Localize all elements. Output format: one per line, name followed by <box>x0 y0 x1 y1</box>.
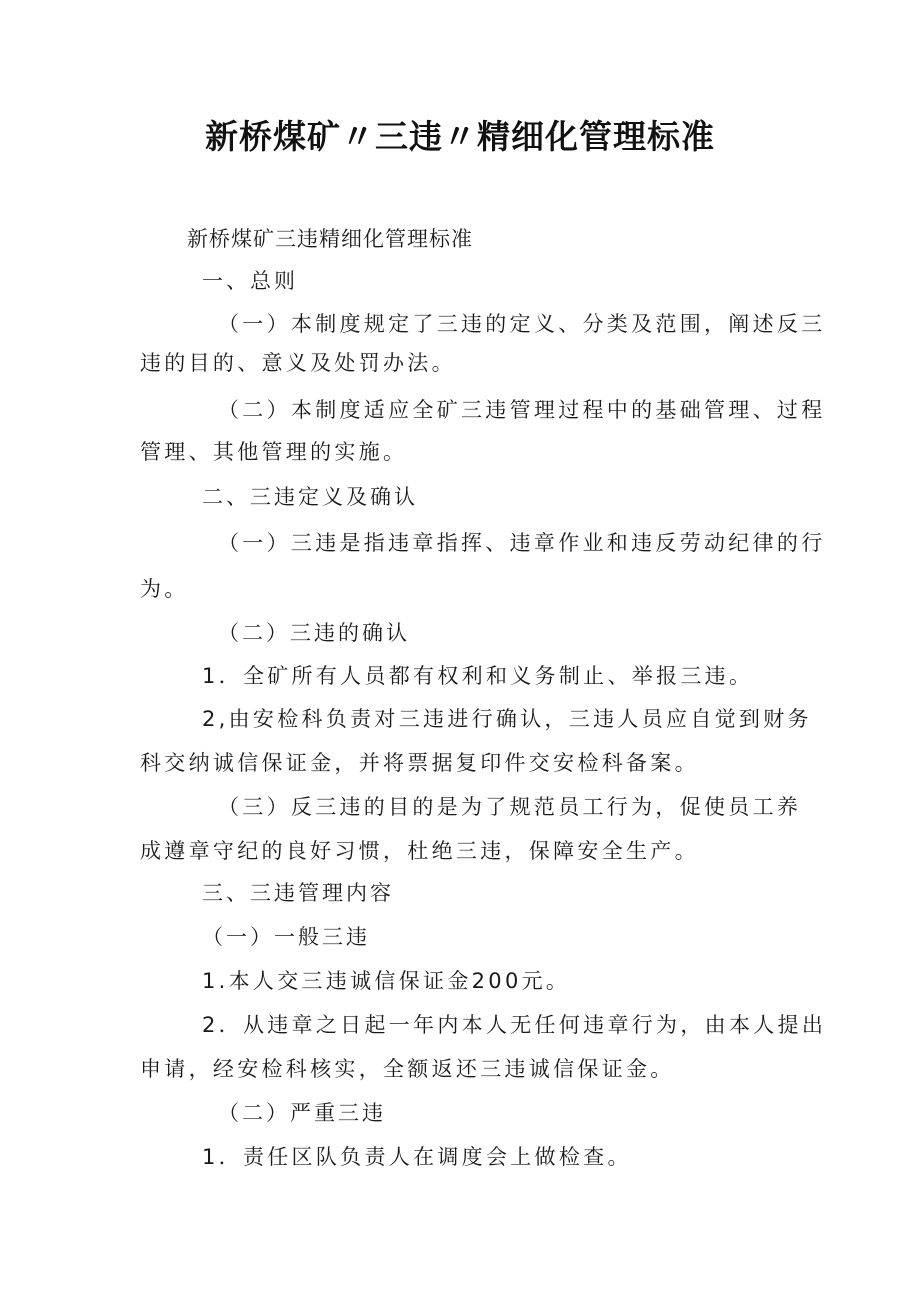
paragraph-line: 1．责任区队负责人在调度会上做检查。 <box>202 1145 632 1169</box>
paragraph-line: 成遵章守纪的良好习惯，杜绝三违，保障安全生产。 <box>140 839 699 863</box>
paragraph-line: 管理、其他管理的实施。 <box>140 440 408 464</box>
paragraph-line: 2,由安检科负责对三违进行确认，三违人员应自觉到财务 <box>202 707 812 731</box>
paragraph-line: 科交纳诚信保证金，并将票据复印件交安检科备案。 <box>140 751 699 775</box>
subsection-heading: （二）严重三违 <box>218 1101 386 1125</box>
paragraph-line: 为。 <box>140 577 189 601</box>
section-heading: 一、总则 <box>202 269 298 293</box>
document-subtitle: 新桥煤矿三违精细化管理标准 <box>187 227 473 251</box>
paragraph-line: 1．全矿所有人员都有权利和义务制止、举报三违。 <box>202 664 754 688</box>
document-title: 新桥煤矿〃三违〃精细化管理标准 <box>205 117 715 156</box>
subsection-heading: （二）三违的确认 <box>218 621 410 645</box>
paragraph-line: （三）反三违的目的是为了规范员工行为，促使员工养 <box>218 795 802 819</box>
paragraph-line: （一）本制度规定了三违的定义、分类及范围，阐述反三 <box>218 312 826 336</box>
paragraph-line: 申请，经安检科核实，全额返还三违诚信保证金。 <box>140 1057 675 1081</box>
subsection-heading: （一）一般三违 <box>202 925 370 949</box>
paragraph-line: 2．从违章之日起一年内本人无任何违章行为，由本人提出 <box>202 1013 827 1037</box>
paragraph-line: 违的目的、意义及处罚办法。 <box>140 351 456 375</box>
paragraph-line: 1.本人交三违诚信保证金200元。 <box>202 969 571 993</box>
section-heading: 三、三违管理内容 <box>202 881 394 905</box>
paragraph-line: （一）三违是指违章指挥、违章作业和违反劳动纪律的行 <box>218 531 826 555</box>
paragraph-line: （二）本制度适应全矿三违管理过程中的基础管理、过程 <box>218 398 826 422</box>
section-heading: 二、三违定义及确认 <box>202 485 418 509</box>
